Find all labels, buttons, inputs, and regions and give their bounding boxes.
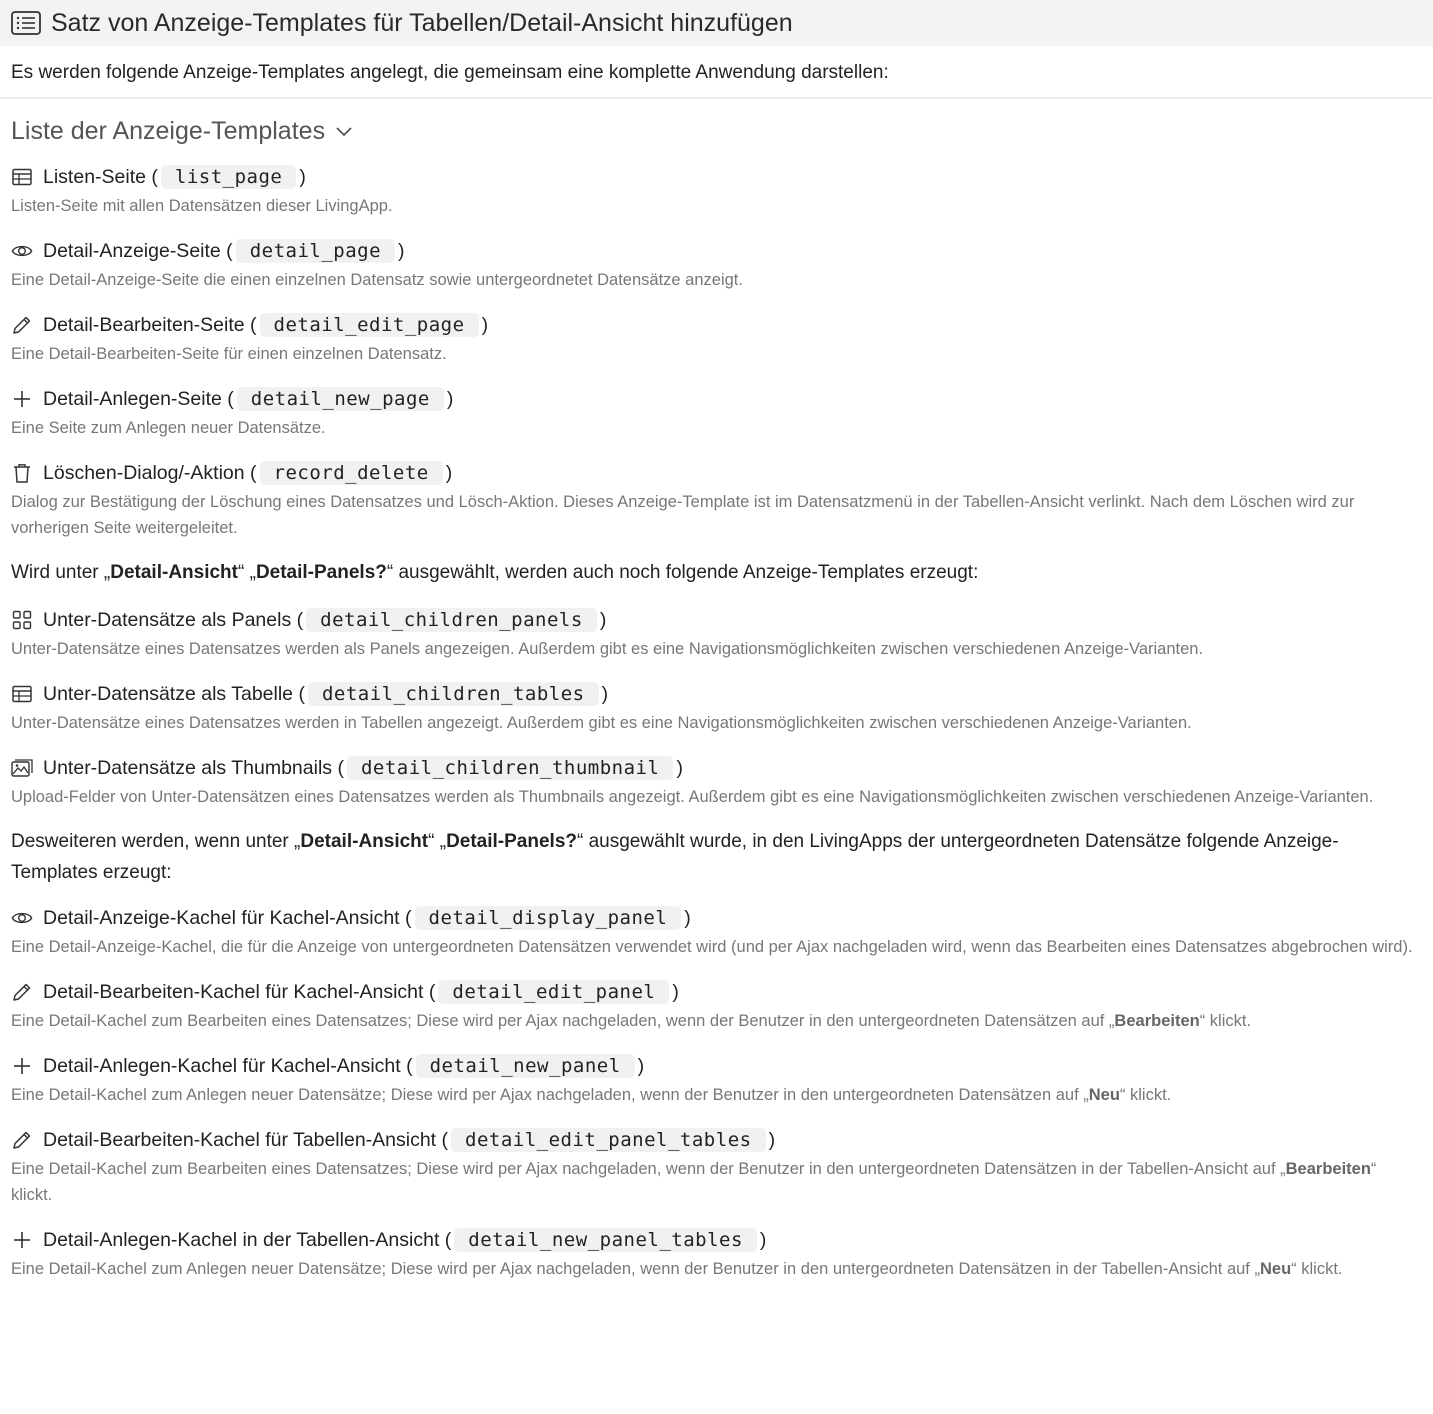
template-identifier: detail_new_panel bbox=[416, 1054, 635, 1078]
note-emphasis: Detail-Ansicht bbox=[110, 562, 238, 583]
template-identifier: list_page bbox=[161, 165, 296, 189]
template-item-title: Detail-Bearbeiten-Kachel für Kachel-Ansicht ( detail_edit_panel ) bbox=[11, 976, 1422, 1008]
template-description: Listen-Seite mit allen Datensätzen dieser LivingApp. bbox=[11, 197, 393, 215]
template-description: Eine Seite zum Anlegen neuer Datensätze. bbox=[11, 419, 326, 437]
template-label: Detail-Bearbeiten-Kachel für Tabellen-Ansicht bbox=[43, 1128, 437, 1151]
template-item-title: Detail-Bearbeiten-Kachel für Tabellen-Ansicht ( detail_edit_panel_tables ) bbox=[11, 1124, 1422, 1156]
list-icon bbox=[11, 11, 41, 35]
template-item-title: Detail-Anlegen-Seite ( detail_new_page ) bbox=[11, 383, 1422, 415]
template-description: Eine Detail-Anzeige-Seite die einen einzelnen Datensatz sowie untergeordnetet Datensätze anzeigt. bbox=[11, 271, 743, 289]
template-description: Eine Detail-Bearbeiten-Seite für einen einzelnen Datensatz. bbox=[11, 345, 447, 363]
template-identifier: detail_children_panels bbox=[306, 608, 597, 632]
dialog-title: Satz von Anzeige-Templates für Tabellen/Detail-Ansicht hinzufügen bbox=[51, 8, 793, 37]
template-item bbox=[11, 457, 1422, 541]
plus-icon bbox=[11, 1229, 33, 1251]
chevron-down-icon[interactable] bbox=[335, 125, 353, 137]
template-item-title: Unter-Datensätze als Panels ( detail_children_panels ) bbox=[11, 604, 1422, 636]
conditional-note-children bbox=[11, 826, 1422, 888]
description-text: Eine Detail-Kachel zum Bearbeiten eines Datensatzes; Diese wird per Ajax nachgeladen, wenn der Benutzer in den untergeordneten Datensätzen auf „ bbox=[11, 1012, 1115, 1030]
description-text: “ klickt. bbox=[1291, 1260, 1343, 1278]
description-emphasis: Bearbeiten bbox=[1114, 1012, 1200, 1030]
template-label: Detail-Anlegen-Kachel für Kachel-Ansicht bbox=[43, 1054, 401, 1077]
template-label: Detail-Bearbeiten-Kachel für Kachel-Ansicht bbox=[43, 980, 424, 1003]
description-emphasis: Bearbeiten bbox=[1285, 1160, 1371, 1178]
template-description: Unter-Datensätze eines Datensatzes werden in Tabellen angezeigt. Außerdem gibt es eine Navigationsmöglichkeiten zwischen verschiedenen Anzeige-Varianten. bbox=[11, 714, 1192, 732]
eye-icon bbox=[11, 907, 33, 929]
grid-icon bbox=[11, 609, 33, 631]
template-identifier: detail_edit_panel_tables bbox=[451, 1128, 766, 1152]
description-text: Eine Detail-Kachel zum Bearbeiten eines Datensatzes; Diese wird per Ajax nachgeladen, wenn der Benutzer in den untergeordneten Datensätzen in der Tabellen-Ansicht auf „ bbox=[11, 1160, 1286, 1178]
template-label: Detail-Anzeige-Seite bbox=[43, 239, 221, 262]
template-label: Detail-Anzeige-Kachel für Kachel-Ansicht bbox=[43, 906, 400, 929]
description-text: Eine Detail-Kachel zum Anlegen neuer Datensätze; Diese wird per Ajax nachgeladen, wenn der Benutzer in den untergeordneten Datensätzen in der Tabellen-Ansicht auf „ bbox=[11, 1260, 1260, 1278]
template-item bbox=[11, 678, 1422, 736]
template-label: Detail-Anlegen-Kachel in der Tabellen-Ansicht bbox=[43, 1228, 440, 1251]
template-identifier: detail_edit_panel bbox=[438, 980, 669, 1004]
template-identifier: record_delete bbox=[260, 461, 443, 485]
template-item bbox=[11, 1224, 1422, 1282]
section-toggle[interactable] bbox=[11, 113, 1422, 149]
template-item-title: Unter-Datensätze als Thumbnails ( detail_children_thumbnail ) bbox=[11, 752, 1422, 784]
note-text: “ ausgewählt, werden auch noch folgende Anzeige-Templates erzeugt: bbox=[386, 562, 979, 583]
description-emphasis: Neu bbox=[1259, 1260, 1292, 1278]
template-item bbox=[11, 161, 1422, 219]
template-item bbox=[11, 235, 1422, 293]
note-text: Wird unter „ bbox=[11, 562, 111, 583]
section-title: Liste der Anzeige-Templates bbox=[11, 116, 326, 145]
template-item-title: Detail-Anlegen-Kachel in der Tabellen-Ansicht ( detail_new_panel_tables ) bbox=[11, 1224, 1422, 1256]
template-item-title: Detail-Bearbeiten-Seite ( detail_edit_page ) bbox=[11, 309, 1422, 341]
template-item bbox=[11, 309, 1422, 367]
intro-text: Es werden folgende Anzeige-Templates angelegt, die gemeinsam eine komplette Anwendung darstellen: bbox=[0, 46, 1433, 99]
description-text: “ klickt. bbox=[1199, 1012, 1252, 1030]
template-label: Löschen-Dialog/-Aktion bbox=[43, 461, 245, 484]
template-item-title: Löschen-Dialog/-Aktion ( record_delete ) bbox=[11, 457, 1422, 489]
template-identifier: detail_children_thumbnail bbox=[347, 756, 673, 780]
note-text: “ „ bbox=[428, 831, 447, 852]
template-description bbox=[11, 1008, 1422, 1034]
template-description bbox=[11, 1156, 1422, 1208]
pencil-icon bbox=[11, 981, 33, 1003]
image-icon bbox=[11, 757, 33, 779]
note-emphasis: Detail-Panels? bbox=[446, 831, 577, 852]
description-text: “ klickt. bbox=[11, 1160, 1377, 1204]
template-item bbox=[11, 752, 1422, 810]
template-description: Upload-Felder von Unter-Datensätzen eines Datensatzes werden als Thumbnails angezeigt. Außerdem gibt es eine Navigationsmöglichkeiten zwischen verschiedenen Anzeige-Varianten. bbox=[11, 788, 1374, 806]
note-text: Desweiteren werden, wenn unter „ bbox=[11, 831, 301, 852]
template-item bbox=[11, 902, 1422, 960]
template-item-title: Detail-Anlegen-Kachel für Kachel-Ansicht ( detail_new_panel ) bbox=[11, 1050, 1422, 1082]
template-item bbox=[11, 383, 1422, 441]
template-description: Dialog zur Bestätigung der Löschung eines Datensatzes und Lösch-Aktion. Dieses Anzeige-Template ist im Datensatzmenü in der Tabellen-Ansicht verlinkt. Nach dem Löschen wird zur vorherigen Seite weitergeleitet. bbox=[11, 493, 1355, 537]
conditional-note bbox=[11, 557, 1422, 588]
template-item-title: Listen-Seite ( list_page ) bbox=[11, 161, 1422, 193]
template-item-title: Unter-Datensätze als Tabelle ( detail_children_tables ) bbox=[11, 678, 1422, 710]
template-item bbox=[11, 604, 1422, 662]
template-item bbox=[11, 976, 1422, 1034]
note-text: “ „ bbox=[238, 562, 256, 583]
plus-icon bbox=[11, 388, 33, 410]
template-label: Detail-Bearbeiten-Seite bbox=[43, 313, 245, 336]
template-identifier: detail_children_tables bbox=[308, 682, 599, 706]
note-emphasis: Detail-Ansicht bbox=[300, 831, 429, 852]
template-description: Eine Detail-Anzeige-Kachel, die für die Anzeige von untergeordneten Datensätzen verwendet wird (und per Ajax nachgeladen wird, wenn das Bearbeiten eines Datensatzes abgebrochen wird). bbox=[11, 938, 1413, 956]
pencil-icon bbox=[11, 1129, 33, 1151]
template-description: Unter-Datensätze eines Datensatzes werden als Panels angezeigen. Außerdem gibt es eine Navigationsmöglichkeiten zwischen verschiedenen Anzeige-Varianten. bbox=[11, 640, 1204, 658]
template-label: Unter-Datensätze als Thumbnails bbox=[43, 756, 333, 779]
eye-icon bbox=[11, 240, 33, 262]
trash-icon bbox=[11, 462, 33, 484]
description-emphasis: Neu bbox=[1088, 1086, 1120, 1104]
template-item-title: Detail-Anzeige-Kachel für Kachel-Ansicht ( detail_display_panel ) bbox=[11, 902, 1422, 934]
template-item bbox=[11, 1124, 1422, 1208]
template-identifier: detail_display_panel bbox=[415, 906, 682, 930]
template-label: Detail-Anlegen-Seite bbox=[43, 387, 222, 410]
template-label: Listen-Seite bbox=[43, 165, 146, 188]
template-item bbox=[11, 1050, 1422, 1108]
note-emphasis: Detail-Panels? bbox=[255, 562, 387, 583]
description-text: “ klickt. bbox=[1119, 1086, 1172, 1104]
template-description bbox=[11, 1082, 1422, 1108]
description-text: Eine Detail-Kachel zum Anlegen neuer Datensätze; Diese wird per Ajax nachgeladen, wenn der Benutzer in den untergeordneten Datensätzen auf „ bbox=[11, 1086, 1089, 1104]
template-identifier: detail_new_page bbox=[237, 387, 444, 411]
template-identifier: detail_new_panel_tables bbox=[454, 1228, 757, 1252]
template-description bbox=[11, 1256, 1422, 1282]
dialog-header bbox=[0, 0, 1433, 46]
template-identifier: detail_page bbox=[236, 239, 395, 263]
pencil-icon bbox=[11, 314, 33, 336]
template-identifier: detail_edit_page bbox=[260, 313, 479, 337]
template-item-title: Detail-Anzeige-Seite ( detail_page ) bbox=[11, 235, 1422, 267]
template-label: Unter-Datensätze als Panels bbox=[43, 608, 292, 631]
note-text: “ ausgewählt wurde, in den LivingApps der untergeordneten Datensätze folgende Anzeige-Templates erzeugt: bbox=[11, 831, 1339, 883]
table-icon bbox=[11, 166, 33, 188]
table-icon bbox=[11, 683, 33, 705]
plus-icon bbox=[11, 1055, 33, 1077]
template-label: Unter-Datensätze als Tabelle bbox=[43, 682, 294, 705]
